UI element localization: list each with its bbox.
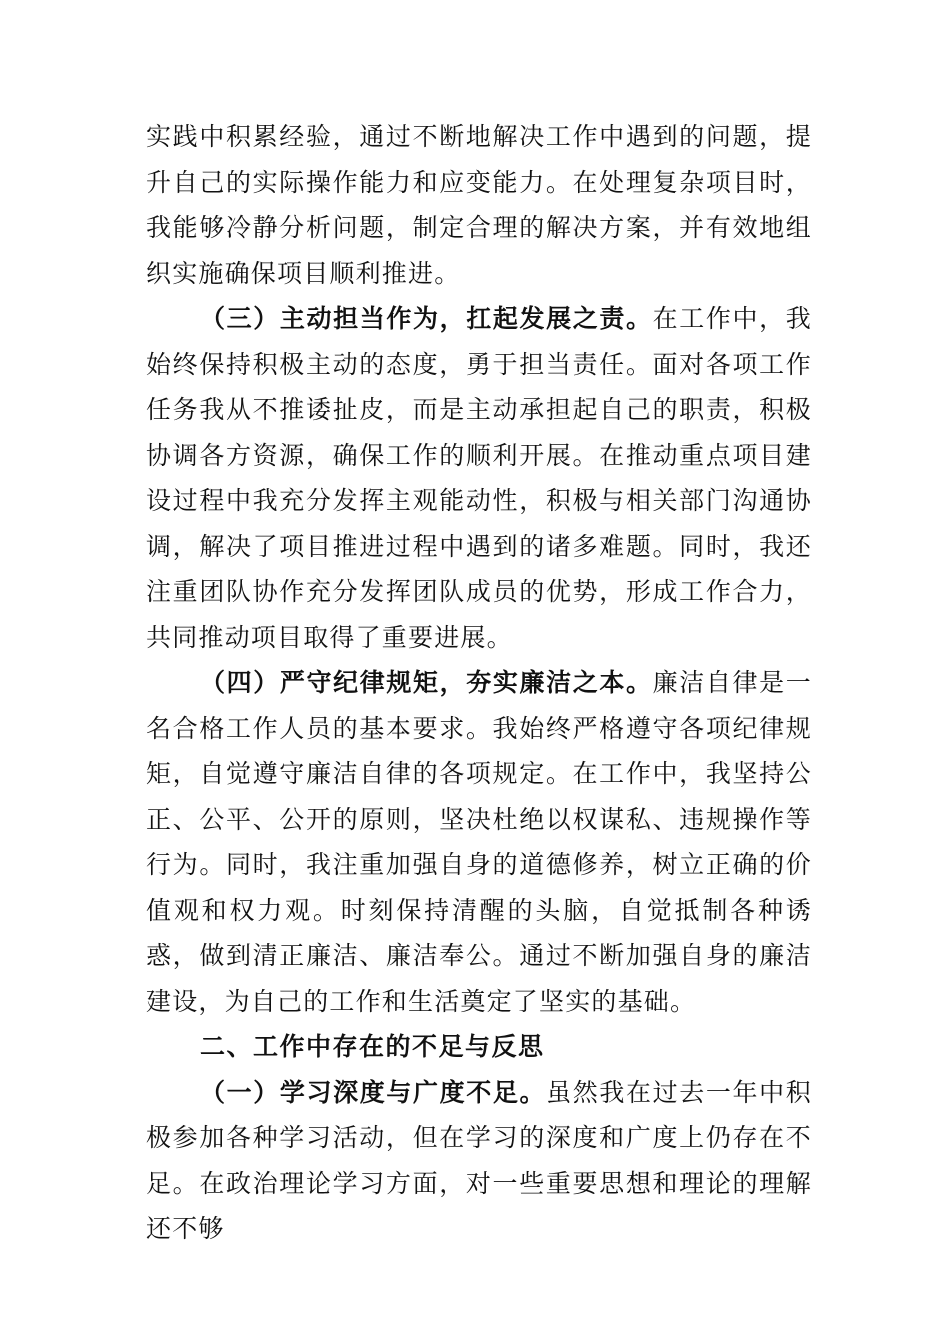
section-4-body: 廉洁自律是一名合格工作人员的基本要求。我始终严格遵守各项纪律规矩，自觉遵守廉洁自律的各项规定。在工作中，我坚持公正、公平、公开的原则，坚决杜绝以权谋私、违规操作等行为。同时，我注重加强自身的道德修养，树立正确的价值观和权力观。时刻保持清醒的头脑，自觉抵制各种诱惑，做到清正廉洁、廉洁奉公。通过不断加强自身的廉洁建设，为自己的工作和生活奠定了坚实的基础。 [146, 668, 813, 1016]
continuation-paragraph [146, 114, 812, 296]
section-3-paragraph [146, 296, 812, 660]
subsection-1-lead: （一）学习深度与广度不足。 [200, 1077, 547, 1107]
continuation-text: 实践中积累经验，通过不断地解决工作中遇到的问题，提升自己的实际操作能力和应变能力。在处理复杂项目时，我能够冷静分析问题，制定合理的解决方案，并有效地组织实施确保项目顺利推进。 [146, 122, 812, 288]
subsection-1-body: 虽然我在过去一年中积极参加各种学习活动，但在学习的深度和广度上仍存在不足。在政治理论学习方面，对一些重要思想和理论的理解还不够 [146, 1077, 812, 1243]
heading-2: 二、工作中存在的不足与反思 [200, 1032, 545, 1061]
section-3-lead: （三）主动担当作为，扛起发展之责。 [200, 304, 653, 333]
section-4-lead: （四）严守纪律规矩，夯实廉洁之本。 [200, 668, 653, 697]
section-4-paragraph [146, 660, 812, 1024]
document-body [146, 114, 812, 1252]
section-3-body: 在工作中，我始终保持积极主动的态度，勇于担当责任。面对各项工作任务我从不推诿扯皮，而是主动承担起自己的职责，积极协调各方资源，确保工作的顺利开展。在推动重点项目建设过程中我充分发挥主观能动性，积极与相关部门沟通协调，解决了项目推进过程中遇到的诸多难题。同时，我还注重团队协作充分发挥团队成员的优势，形成工作合力，共同推动项目取得了重要进展。 [146, 304, 813, 652]
subsection-1-paragraph [146, 1070, 812, 1252]
